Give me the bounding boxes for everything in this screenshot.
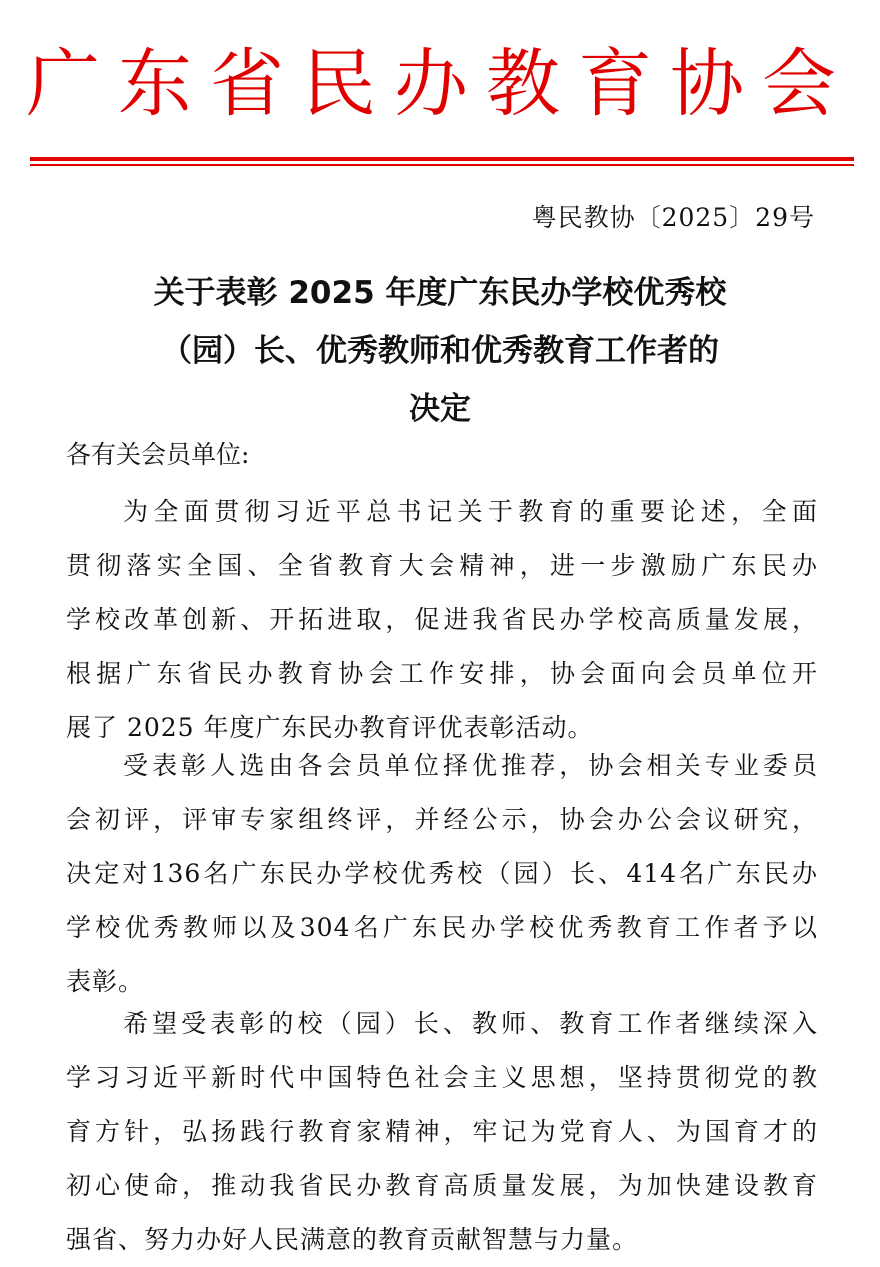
title-line: 关于表彰 2025 年度广东民办学校优秀校 bbox=[153, 275, 727, 311]
header-rule-thin bbox=[30, 164, 854, 166]
paragraph-line: 展了 2025 年度广东民办教育评优表彰活动。 bbox=[66, 713, 594, 742]
salutation: 各有关会员单位: bbox=[66, 440, 250, 469]
organization-header: 广东省民办教育协会 bbox=[26, 41, 854, 127]
paragraph-line: 初心使命，推动我省民办教育高质量发展，为加快建设教育 bbox=[66, 1171, 818, 1200]
title-line: （园）长、优秀教师和优秀教育工作者的 bbox=[161, 333, 719, 369]
paragraph-line: 会初评，评审专家组终评，并经公示，协会办公会议研究， bbox=[66, 805, 818, 834]
paragraph-line: 为全面贯彻习近平总书记关于教育的重要论述，全面 bbox=[123, 497, 818, 526]
body-paragraph bbox=[66, 997, 818, 1267]
paragraph-line: 学习习近平新时代中国特色社会主义思想，坚持贯彻党的教 bbox=[66, 1063, 818, 1092]
body-paragraph bbox=[66, 485, 818, 755]
title-line: 决定 bbox=[409, 391, 471, 427]
paragraph-line: 根据广东省民办教育协会工作安排，协会面向会员单位开 bbox=[66, 659, 818, 688]
paragraph-line: 贯彻落实全国、全省教育大会精神，进一步激励广东民办 bbox=[66, 551, 818, 580]
paragraph-line: 表彰。 bbox=[66, 967, 145, 996]
paragraph-line: 学校改革创新、开拓进取，促进我省民办学校高质量发展， bbox=[66, 605, 818, 634]
paragraph-line: 希望受表彰的校（园）长、教师、教育工作者继续深入 bbox=[123, 1009, 818, 1038]
document-number: 粤民教协〔2025〕29号 bbox=[531, 203, 815, 232]
paragraph-line: 育方针，弘扬践行教育家精神，牢记为党育人、为国育才的 bbox=[66, 1117, 818, 1146]
paragraph-line: 强省、努力办好人民满意的教育贡献智慧与力量。 bbox=[66, 1225, 639, 1254]
paragraph-line: 受表彰人选由各会员单位择优推荐，协会相关专业委员 bbox=[123, 751, 818, 780]
paragraph-line: 决定对136名广东民办学校优秀校（园）长、414名广东民办 bbox=[66, 859, 818, 888]
header-rule-thick bbox=[30, 157, 854, 161]
document-title bbox=[60, 264, 820, 438]
body-paragraph bbox=[66, 739, 818, 1009]
paragraph-line: 学校优秀教师以及304名广东民办学校优秀教育工作者予以 bbox=[66, 913, 818, 942]
